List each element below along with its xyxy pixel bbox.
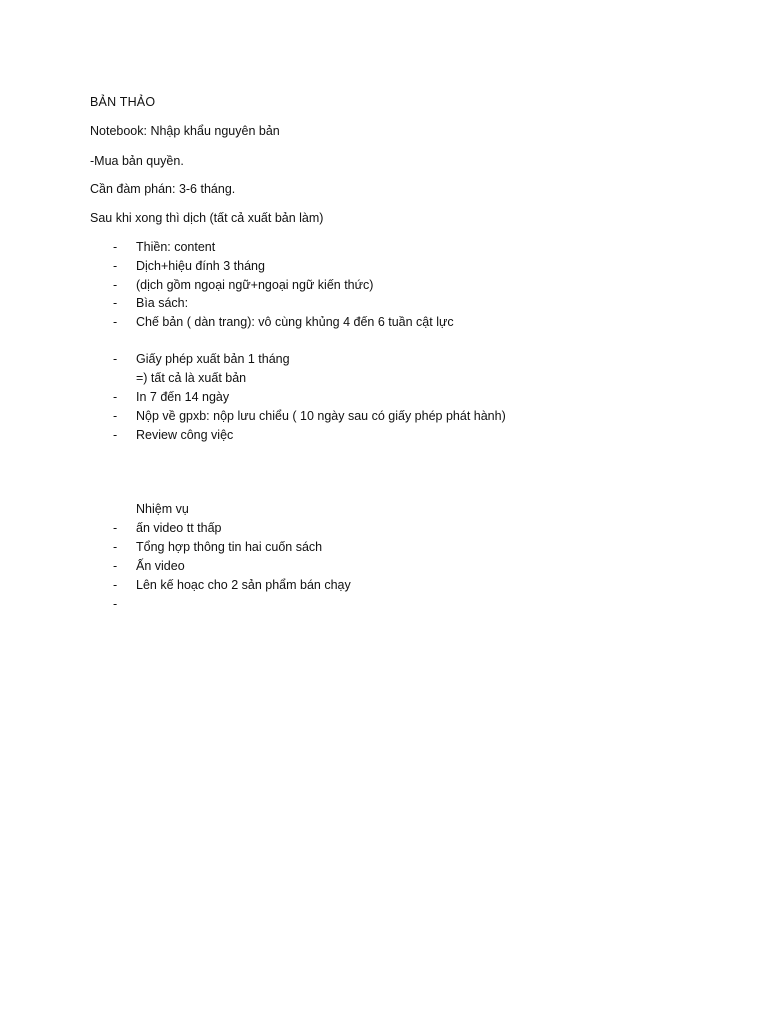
list-item-text: Dịch+hiệu đính 3 tháng: [136, 259, 265, 273]
list-bullet: -: [113, 315, 118, 329]
list-item-text: Lên kế hoạc cho 2 sản phẩm bán chạy: [136, 578, 351, 592]
list-bullet: -: [113, 296, 118, 310]
list-bullet: -: [113, 352, 118, 366]
list-item-text: ấn video tt thấp: [136, 521, 222, 535]
list-bullet: -: [113, 390, 118, 404]
list-item-text: Thiền: content: [136, 240, 216, 254]
text-line-translation: Sau khi xong thì dịch (tất cả xuất bản làm): [90, 211, 324, 225]
list-bullet: -: [113, 559, 118, 573]
list-item-text: Tổng hợp thông tin hai cuốn sách: [136, 540, 323, 554]
list-bullet: -: [113, 409, 118, 423]
list-item-text: Review công việc: [136, 428, 234, 442]
list-item-text: Giấy phép xuất bản 1 tháng: [136, 352, 290, 366]
document-title: BẢN THẢO: [90, 95, 156, 109]
list-bullet: -: [113, 521, 118, 535]
text-line-negotiation: Cần đàm phán: 3-6 tháng.: [90, 182, 236, 196]
tasks-heading: Nhiệm vụ: [136, 502, 189, 516]
list-bullet: -: [113, 240, 118, 254]
text-line-copyright: -Mua bản quyền.: [90, 154, 184, 168]
list-item-text: (dịch gồm ngoại ngữ+ngoại ngữ kiến thức): [136, 278, 374, 292]
text-line-notebook: Notebook: Nhập khẩu nguyên bản: [90, 124, 280, 138]
list-item-text: Ấn video: [136, 559, 185, 573]
list-item-text: Bìa sách:: [136, 296, 189, 310]
list-bullet: -: [113, 278, 118, 292]
list-bullet: -: [113, 428, 118, 442]
list-bullet: -: [113, 597, 118, 611]
list-item-text: In 7 đến 14 ngày: [136, 390, 230, 404]
list-item-text: =) tất cả là xuất bản: [136, 371, 247, 385]
list-bullet: -: [113, 578, 118, 592]
list-item-text: Nộp về gpxb: nộp lưu chiểu ( 10 ngày sau có giấy phép phát hành): [136, 409, 506, 423]
list-bullet: -: [113, 259, 118, 273]
list-bullet: -: [113, 540, 118, 554]
list-item-text: Chế bản ( dàn trang): vô cùng khủng 4 đến 6 tuần cật lực: [136, 315, 454, 329]
